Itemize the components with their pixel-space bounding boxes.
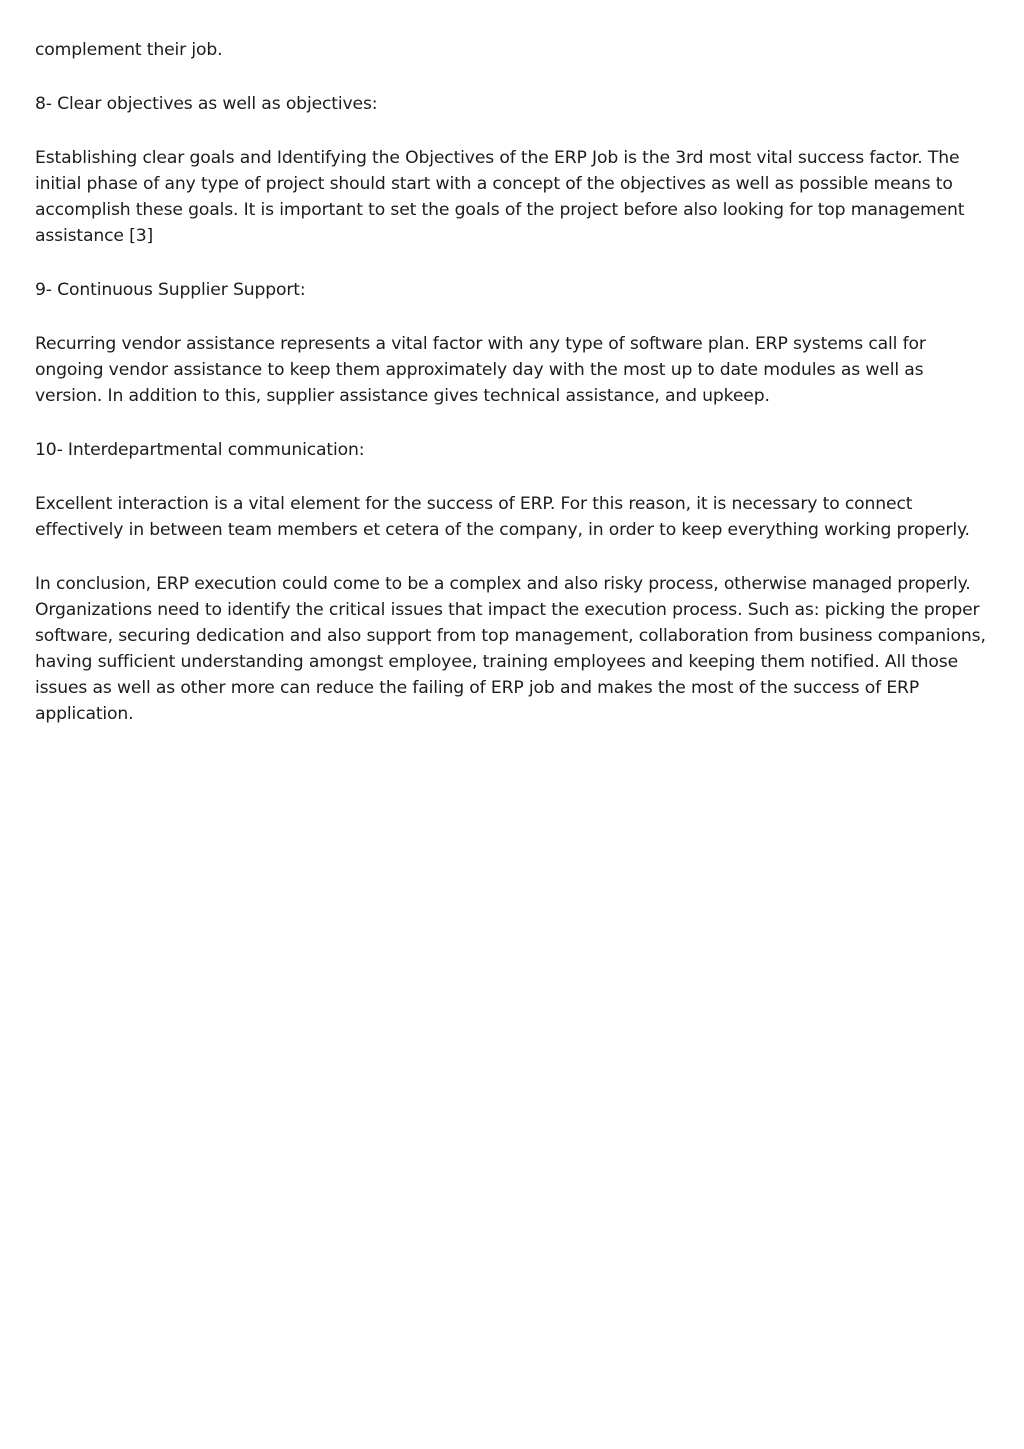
section-heading-supplier-support: 9- Continuous Supplier Support:	[35, 280, 306, 300]
paragraph-continuation: complement their job.	[35, 40, 223, 60]
paragraph-communication: Excellent interaction is a vital element for the success of ERP. For this reason, it is necessary to connect effectively in between team members et cetera of the company, in order to keep everything working properly.	[35, 494, 970, 540]
paragraph-clear-objectives: Establishing clear goals and Identifying the Objectives of the ERP Job is the 3rd most vital success factor. The initial phase of any type of project should start with a concept of the objectives as well as possible means to accomplish these goals. It is important to set the goals of the project before also looking for top management assistance [3]	[35, 148, 965, 246]
section-heading-communication: 10- Interdepartmental communication:	[35, 440, 365, 460]
paragraph-conclusion: In conclusion, ERP execution could come to be a complex and also risky process, otherwise managed properly. Organizations need to identify the critical issues that impact the execution process. Such as: picking the proper software, securing dedication and also support from top management, collaboration from business companions, having sufficient understanding amongst employee, training employees and keeping them notified. All those issues as well as other more can reduce the failing of ERP job and makes the most of the success of ERP application.	[35, 574, 986, 724]
paragraph-supplier-support: Recurring vendor assistance represents a vital factor with any type of software plan. ERP systems call for ongoing vendor assistance to keep them approximately day with the most up to date modules as well as version. In addition to this, supplier assistance gives technical assistance, and upkeep.	[35, 334, 926, 406]
section-heading-clear-objectives: 8- Clear objectives as well as objectives:	[35, 94, 378, 114]
